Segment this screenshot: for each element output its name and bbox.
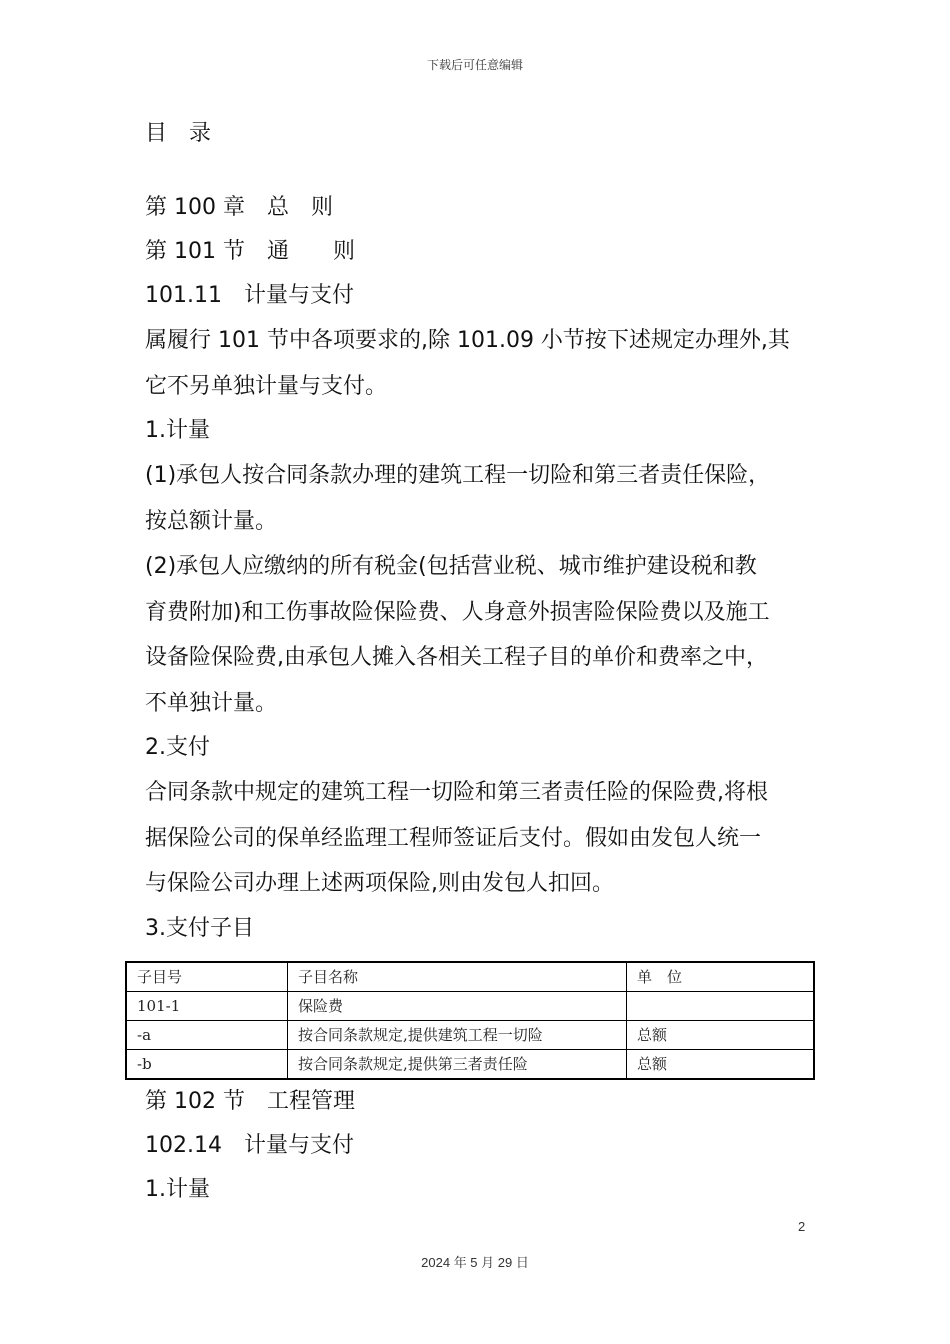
document-body [137,112,815,1212]
text-line: (1)承包人按合同条款办理的建筑工程一切险和第三者责任保险， [145,463,771,488]
table-row [126,991,814,1020]
subsection-102-14-heading: 102.14 计量与支付 [145,1132,354,1158]
payment-heading: 2.支付 [145,735,210,760]
measure-heading: 1.计量 [145,418,210,443]
text-line: 它不另单独计量与支付。 [145,373,388,399]
text-line: 合同条款中规定的建筑工程一切险和第三者责任险的保险费,将根 [145,780,768,805]
text-line: 育费附加)和工伤事故险保险费、人身意外损害险保险费以及施工 [145,599,770,625]
table-row [126,1020,814,1049]
measure-heading-2: 1.计量 [145,1176,210,1202]
measure-item-2 [145,544,815,726]
table-cell: -b [126,1049,288,1079]
table-cell: 按合同条款规定,提供第三者责任险 [288,1049,627,1079]
table-cell: 保险费 [288,991,627,1020]
text-line: 设备险保险费,由承包人摊入各相关工程子目的单价和费率之中， [145,645,768,670]
text-line: 按总额计量。 [145,508,278,534]
toc-title: 目 录 [145,121,212,146]
chapter-heading: 第 100 章 总 则 [145,195,333,220]
page-number: 2 [798,1219,806,1234]
section-101-heading: 第 101 节 通 则 [145,239,355,264]
table-cell [627,991,815,1020]
table-header-row [126,962,814,992]
pay-items-heading: 3.支付子目 [145,915,254,941]
table-cell: 总额 [627,1049,815,1079]
text-line: 与保险公司办理上述两项保险,则由发包人扣回。 [145,871,614,896]
table-header-cell: 子目名称 [288,962,627,992]
subsection-101-11-heading: 101.11 计量与支付 [145,283,354,308]
text-line: (2)承包人应缴纳的所有税金(包括营业税、城市维护建设税和教 [145,554,757,579]
text-line: 据保险公司的保单经监理工程师签证后支付。假如由发包人统一 [145,825,762,851]
intro-paragraph [145,318,815,409]
table-header-cell: 子目号 [126,962,288,992]
table-row [126,1049,814,1079]
measure-item-1 [145,453,815,544]
table-cell: -a [126,1020,288,1049]
table-cell: 总额 [627,1020,815,1049]
table-cell: 101-1 [126,991,288,1020]
table-cell: 按合同条款规定,提供建筑工程一切险 [288,1020,627,1049]
payment-paragraph [145,770,815,907]
text-line: 不单独计量。 [145,690,278,716]
footer-date: 2024 年 5 月 29 日 [421,1255,529,1270]
header-note: 下载后可任意编辑 [426,58,523,72]
text-line: 属履行 101 节中各项要求的,除 101.09 小节按下述规定办理外,其 [145,328,790,353]
table-header-cell: 单 位 [627,962,815,992]
section-102-heading: 第 102 节 工程管理 [145,1088,355,1114]
pay-items-table [125,961,815,1080]
